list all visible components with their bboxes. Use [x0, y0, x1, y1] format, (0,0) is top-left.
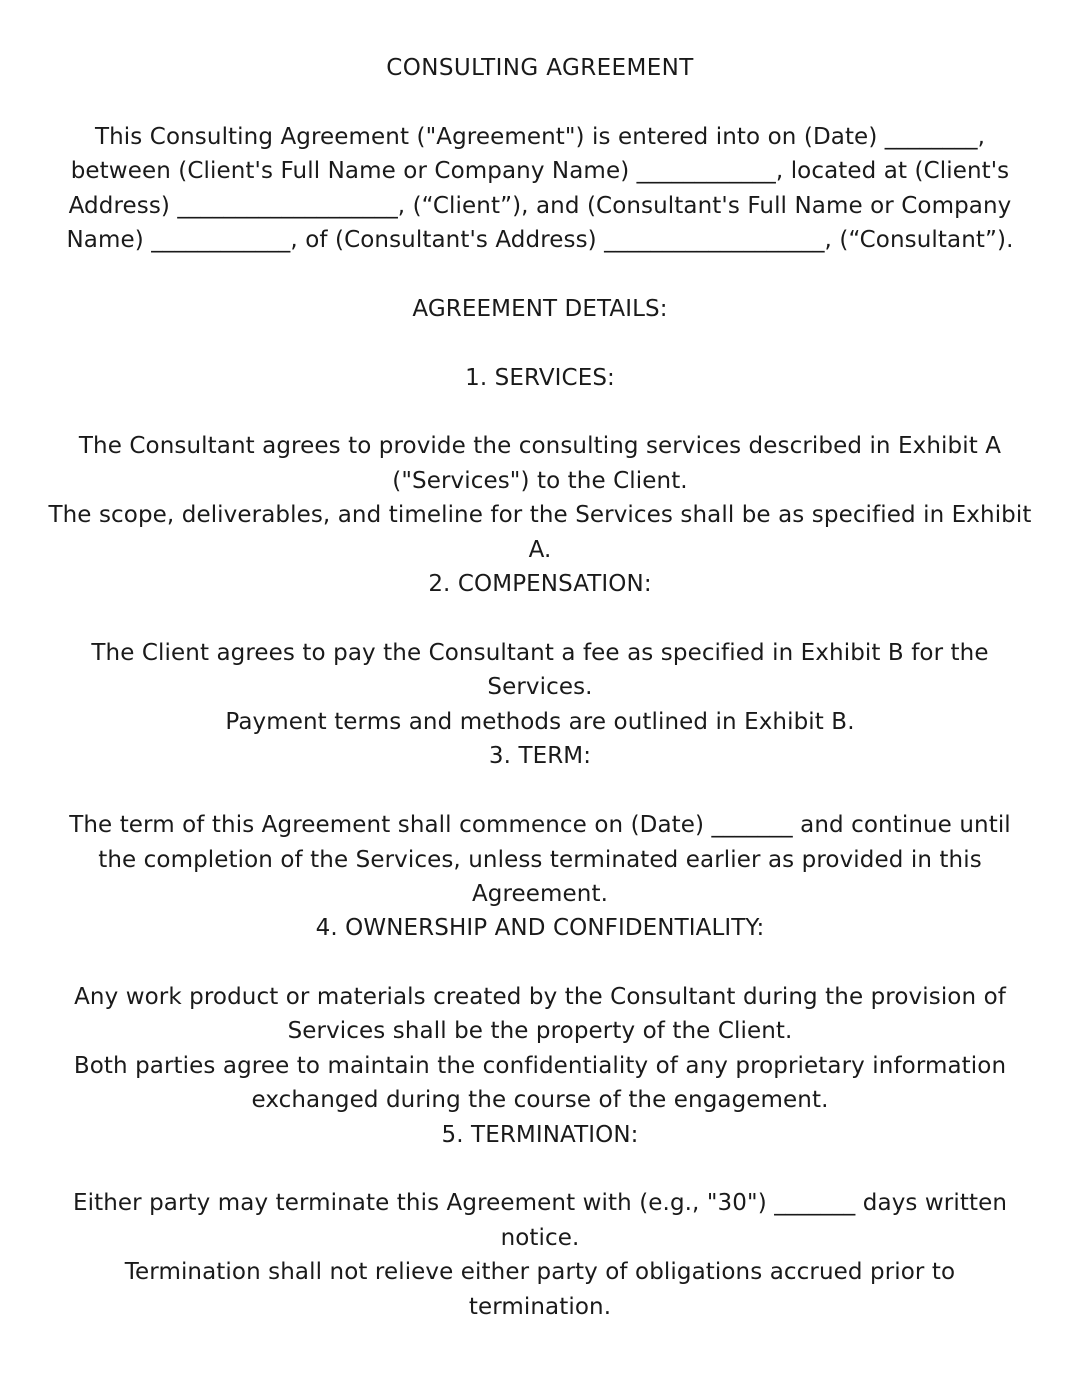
section-line: notice. — [500, 1225, 580, 1251]
section-line: The term of this Agreement shall commence on (Date) _______ and continue until — [69, 812, 1011, 838]
section-line: Termination shall not relieve either party of obligations accrued prior to — [124, 1259, 956, 1285]
section-line: Any work product or materials created by the Consultant during the provision of — [74, 984, 1006, 1010]
document-title: CONSULTING AGREEMENT — [386, 55, 694, 81]
section-line: The Consultant agrees to provide the consulting services described in Exhibit A — [78, 433, 1002, 459]
section-line: ("Services") to the Client. — [392, 468, 688, 494]
section-line: Both parties agree to maintain the confidentiality of any proprietary information — [73, 1053, 1007, 1079]
section-heading-services: 1. SERVICES: — [465, 365, 615, 391]
section-line: termination. — [468, 1294, 612, 1320]
section-line: The scope, deliverables, and timeline for the Services shall be as specified in Exhibit — [48, 502, 1032, 528]
section-line: Services shall be the property of the Client. — [287, 1018, 793, 1044]
section-line: The Client agrees to pay the Consultant a fee as specified in Exhibit B for the — [91, 640, 989, 666]
intro-line: Name) ____________, of (Consultant's Address) ___________________, (“Consultant”). — [66, 227, 1014, 253]
section-line: exchanged during the course of the engagement. — [251, 1087, 829, 1113]
intro-line: between (Client's Full Name or Company Name) ____________, located at (Client's — [70, 158, 1010, 184]
section-line: Services. — [487, 674, 593, 700]
section-heading-termination: 5. TERMINATION: — [441, 1122, 639, 1148]
intro-line: This Consulting Agreement ("Agreement") is entered into on (Date) ________, — [94, 124, 986, 150]
section-heading-compensation: 2. COMPENSATION: — [428, 571, 652, 597]
section-line: Agreement. — [471, 881, 609, 907]
section-heading-ownership: 4. OWNERSHIP AND CONFIDENTIALITY: — [315, 915, 765, 941]
section-line: the completion of the Services, unless terminated earlier as provided in this — [98, 847, 982, 873]
section-line: Either party may terminate this Agreement with (e.g., "30") _______ days written — [72, 1190, 1008, 1216]
section-line: A. — [528, 537, 552, 563]
section-line: Payment terms and methods are outlined in Exhibit B. — [225, 709, 855, 735]
section-heading-term: 3. TERM: — [488, 743, 592, 769]
intro-line: Address) ___________________, (“Client”), and (Consultant's Full Name or Company — [68, 193, 1012, 219]
details-heading: AGREEMENT DETAILS: — [412, 296, 668, 322]
